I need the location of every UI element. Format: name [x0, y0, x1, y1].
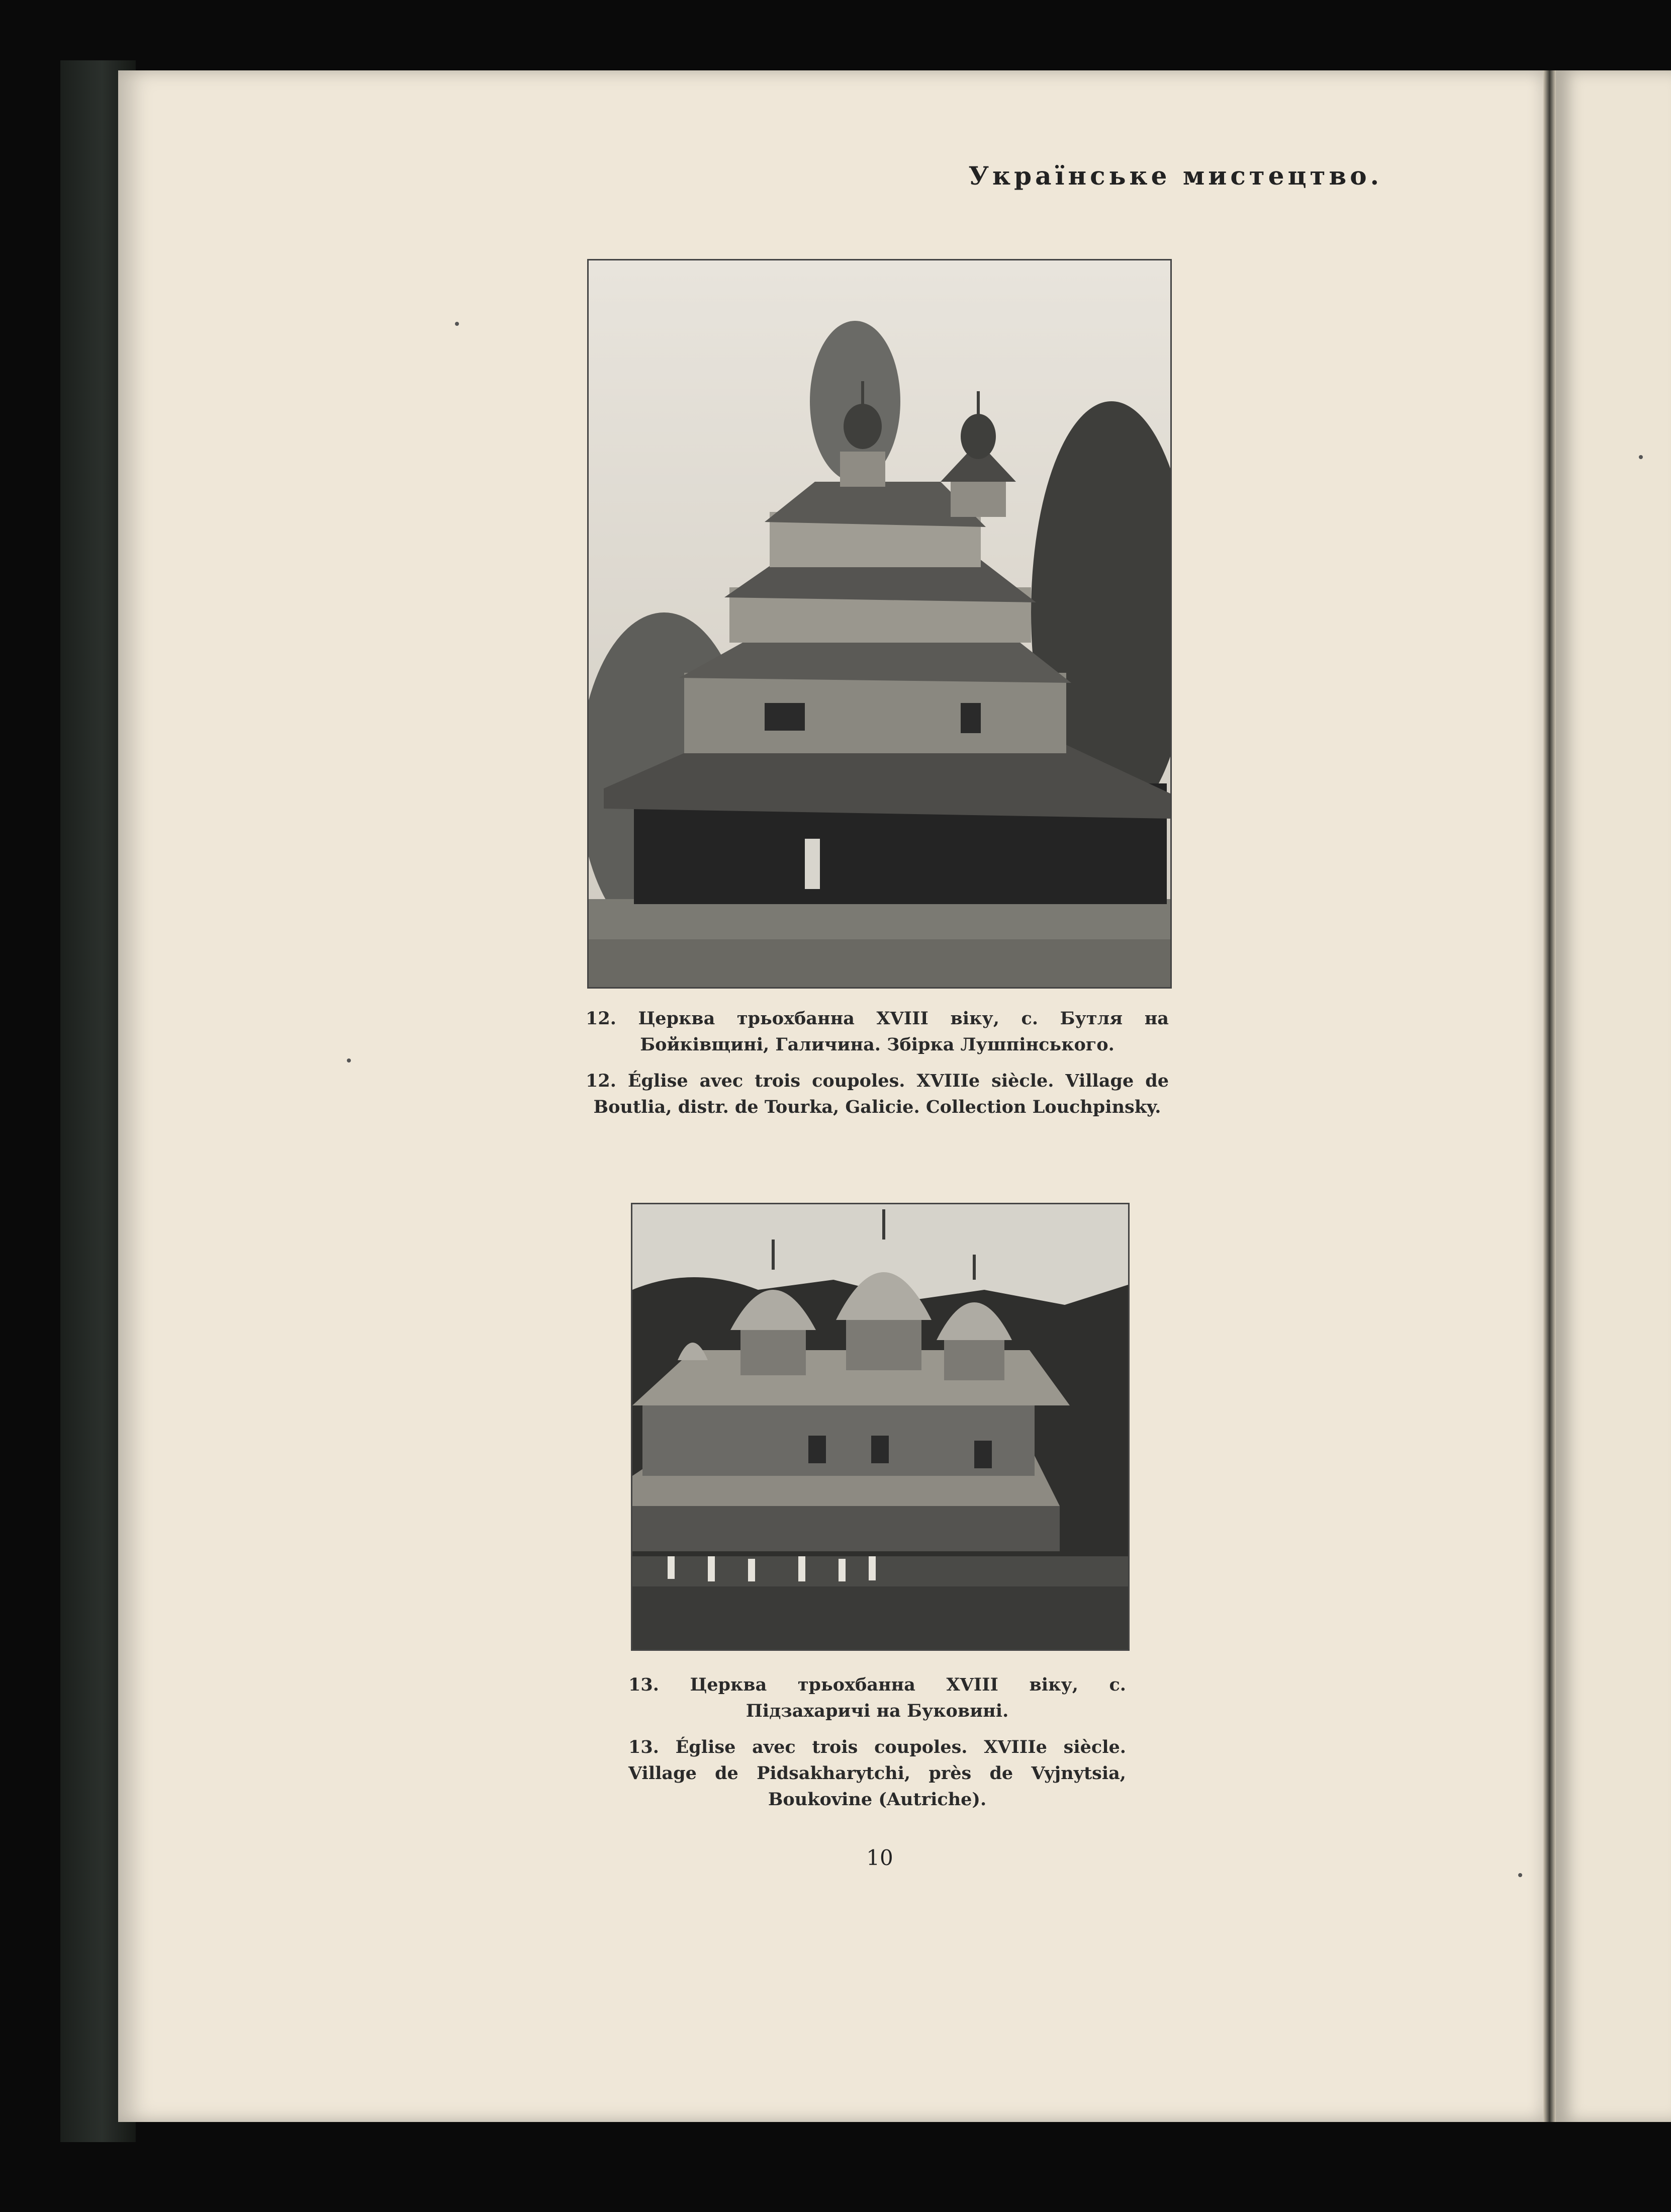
- caption-12-french: 12. Église avec trois coupoles. XVIIIe siècle. Village de Boutlia, distr. de Tourka, Galicie. Collection Louchpinsky.: [586, 1071, 1169, 1117]
- paper-speck: [1639, 455, 1643, 459]
- caption-13-ukrainian: 13. Церква трьохбанна XVIII віку, с. Підзахаричі на Буковині.: [628, 1674, 1126, 1721]
- book-gutter: [1543, 70, 1556, 2122]
- caption-13-french: 13. Église avec trois coupoles. XVIIIe siècle. Village de Pidsakharytchi, près de Vyjnytsia, Boukovine (Autriche).: [628, 1737, 1126, 1810]
- paper-speck: [1518, 1873, 1522, 1877]
- caption-13: [628, 1672, 1126, 1823]
- church-photo-13: [631, 1203, 1130, 1651]
- church-photo-12: [587, 259, 1172, 989]
- caption-12-ukrainian: 12. Церква трьохбанна XVIII віку, с. Бутля на Бойківщині, Галичина. Збірка Лушпінського.: [586, 1008, 1169, 1055]
- paper-speck: [347, 1058, 351, 1063]
- caption-12: [586, 1006, 1169, 1130]
- facing-page-edge: [1556, 70, 1671, 2122]
- page-number: 10: [866, 1845, 893, 1870]
- paper-speck: [455, 322, 459, 326]
- running-head: Українське мистецтво.: [968, 161, 1382, 191]
